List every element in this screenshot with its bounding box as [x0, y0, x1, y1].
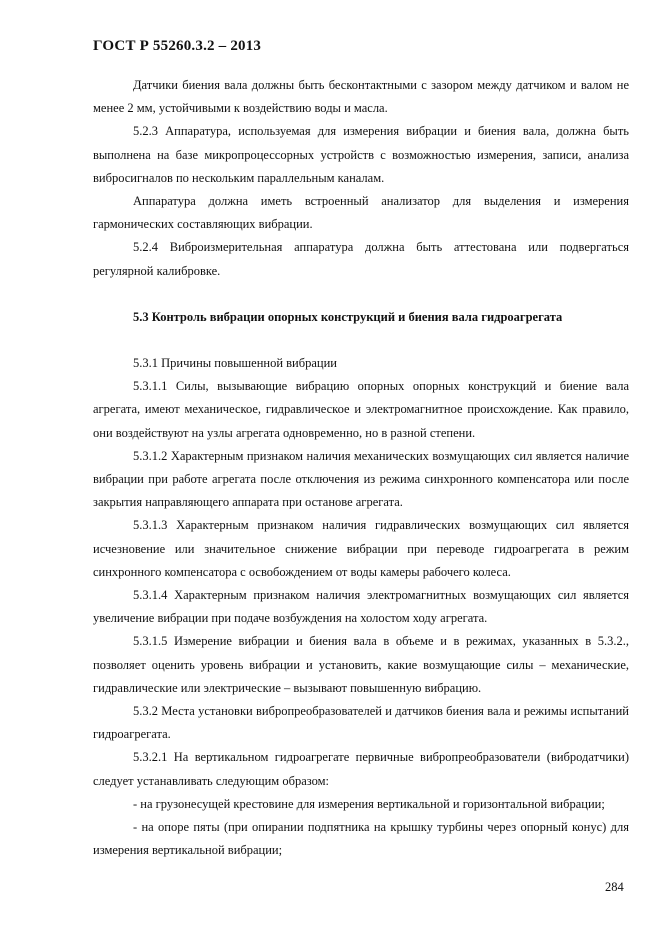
paragraph-5-2-4: 5.2.4 Виброизмерительная аппаратура должна быть аттестована или подвергаться регулярной калибровке. [93, 240, 629, 278]
section-heading-5-3: 5.3 Контроль вибрации опорных конструкций и биения вала гидроагрегата [133, 309, 563, 324]
paragraph-5-3-1-5: 5.3.1.5 Измерение вибрации и биения вала в объеме и в режимах, указанных в 5.3.2., позволяет оценить уровень вибрации и установить, какие возмущающие силы – механические, гидравлические или электрические – вызывают повышенную вибрацию. [93, 634, 629, 695]
document-body [93, 74, 629, 863]
paragraph-5-3-2-1: 5.3.2.1 На вертикальном гидроагрегате первичные вибропреобразователи (вибродатчики) следует устанавливать следующим образом: [93, 750, 629, 788]
paragraph-5-3-1-3: 5.3.1.3 Характерным признаком наличия гидравлических возмущающих сил является исчезновение или значительное снижение вибрации при переводе гидроагрегата в режим синхронного компенсатора с освобождением от воды камеры рабочего колеса. [93, 518, 629, 579]
paragraph-5-3-1-4: 5.3.1.4 Характерным признаком наличия электромагнитных возмущающих сил является увеличение вибрации при подаче возбуждения на холостом ходу агрегата. [93, 588, 629, 626]
paragraph-5-3-1: 5.3.1 Причины повышенной вибрации [133, 356, 337, 371]
document-header: ГОСТ Р 55260.3.2 – 2013 [93, 38, 262, 54]
paragraph-analyzer: Аппаратура должна иметь встроенный анализатор для выделения и измерения гармонических составляющих вибрации. [93, 194, 629, 232]
paragraph-shaft-sensors: Датчики биения вала должны быть бесконтактными с зазором между датчиком и валом не менее 2 мм, устойчивыми к воздействию воды и масла. [93, 78, 629, 116]
paragraph-5-3-2: 5.3.2 Места установки вибропреобразователей и датчиков биения вала и режимы испытаний гидроагрегата. [93, 704, 629, 742]
paragraph-5-3-1-1: 5.3.1.1 Силы, вызывающие вибрацию опорных опорных конструкций и биение вала агрегата, имеют механическое, гидравлическое и электромагнитное происхождение. Как правило, они воздействуют на узлы агрегата одновременно, но в разной степени. [93, 379, 629, 440]
page-number: 284 [605, 880, 624, 894]
paragraph-5-2-3: 5.2.3 Аппаратура, используемая для измерения вибрации и биения вала, должна быть выполнена на базе микропроцессорных устройств с возможностью измерения, записи, анализа вибросигналов по нескольким параллельным каналам. [93, 124, 629, 185]
paragraph-5-3-1-2: 5.3.1.2 Характерным признаком наличия механических возмущающих сил является наличие вибрации при работе агрегата после отключения из режима синхронного компенсатора или после закрытия направляющего аппарата при останове агрегата. [93, 448, 629, 510]
list-item-thrust-support: - на опоре пяты (при опирании подпятника на крышку турбины через опорный конус) для измерения вертикальной вибрации; [93, 820, 629, 858]
list-item-load-bracket: - на грузонесущей крестовине для измерения вертикальной и горизонтальной вибрации; [133, 796, 605, 811]
